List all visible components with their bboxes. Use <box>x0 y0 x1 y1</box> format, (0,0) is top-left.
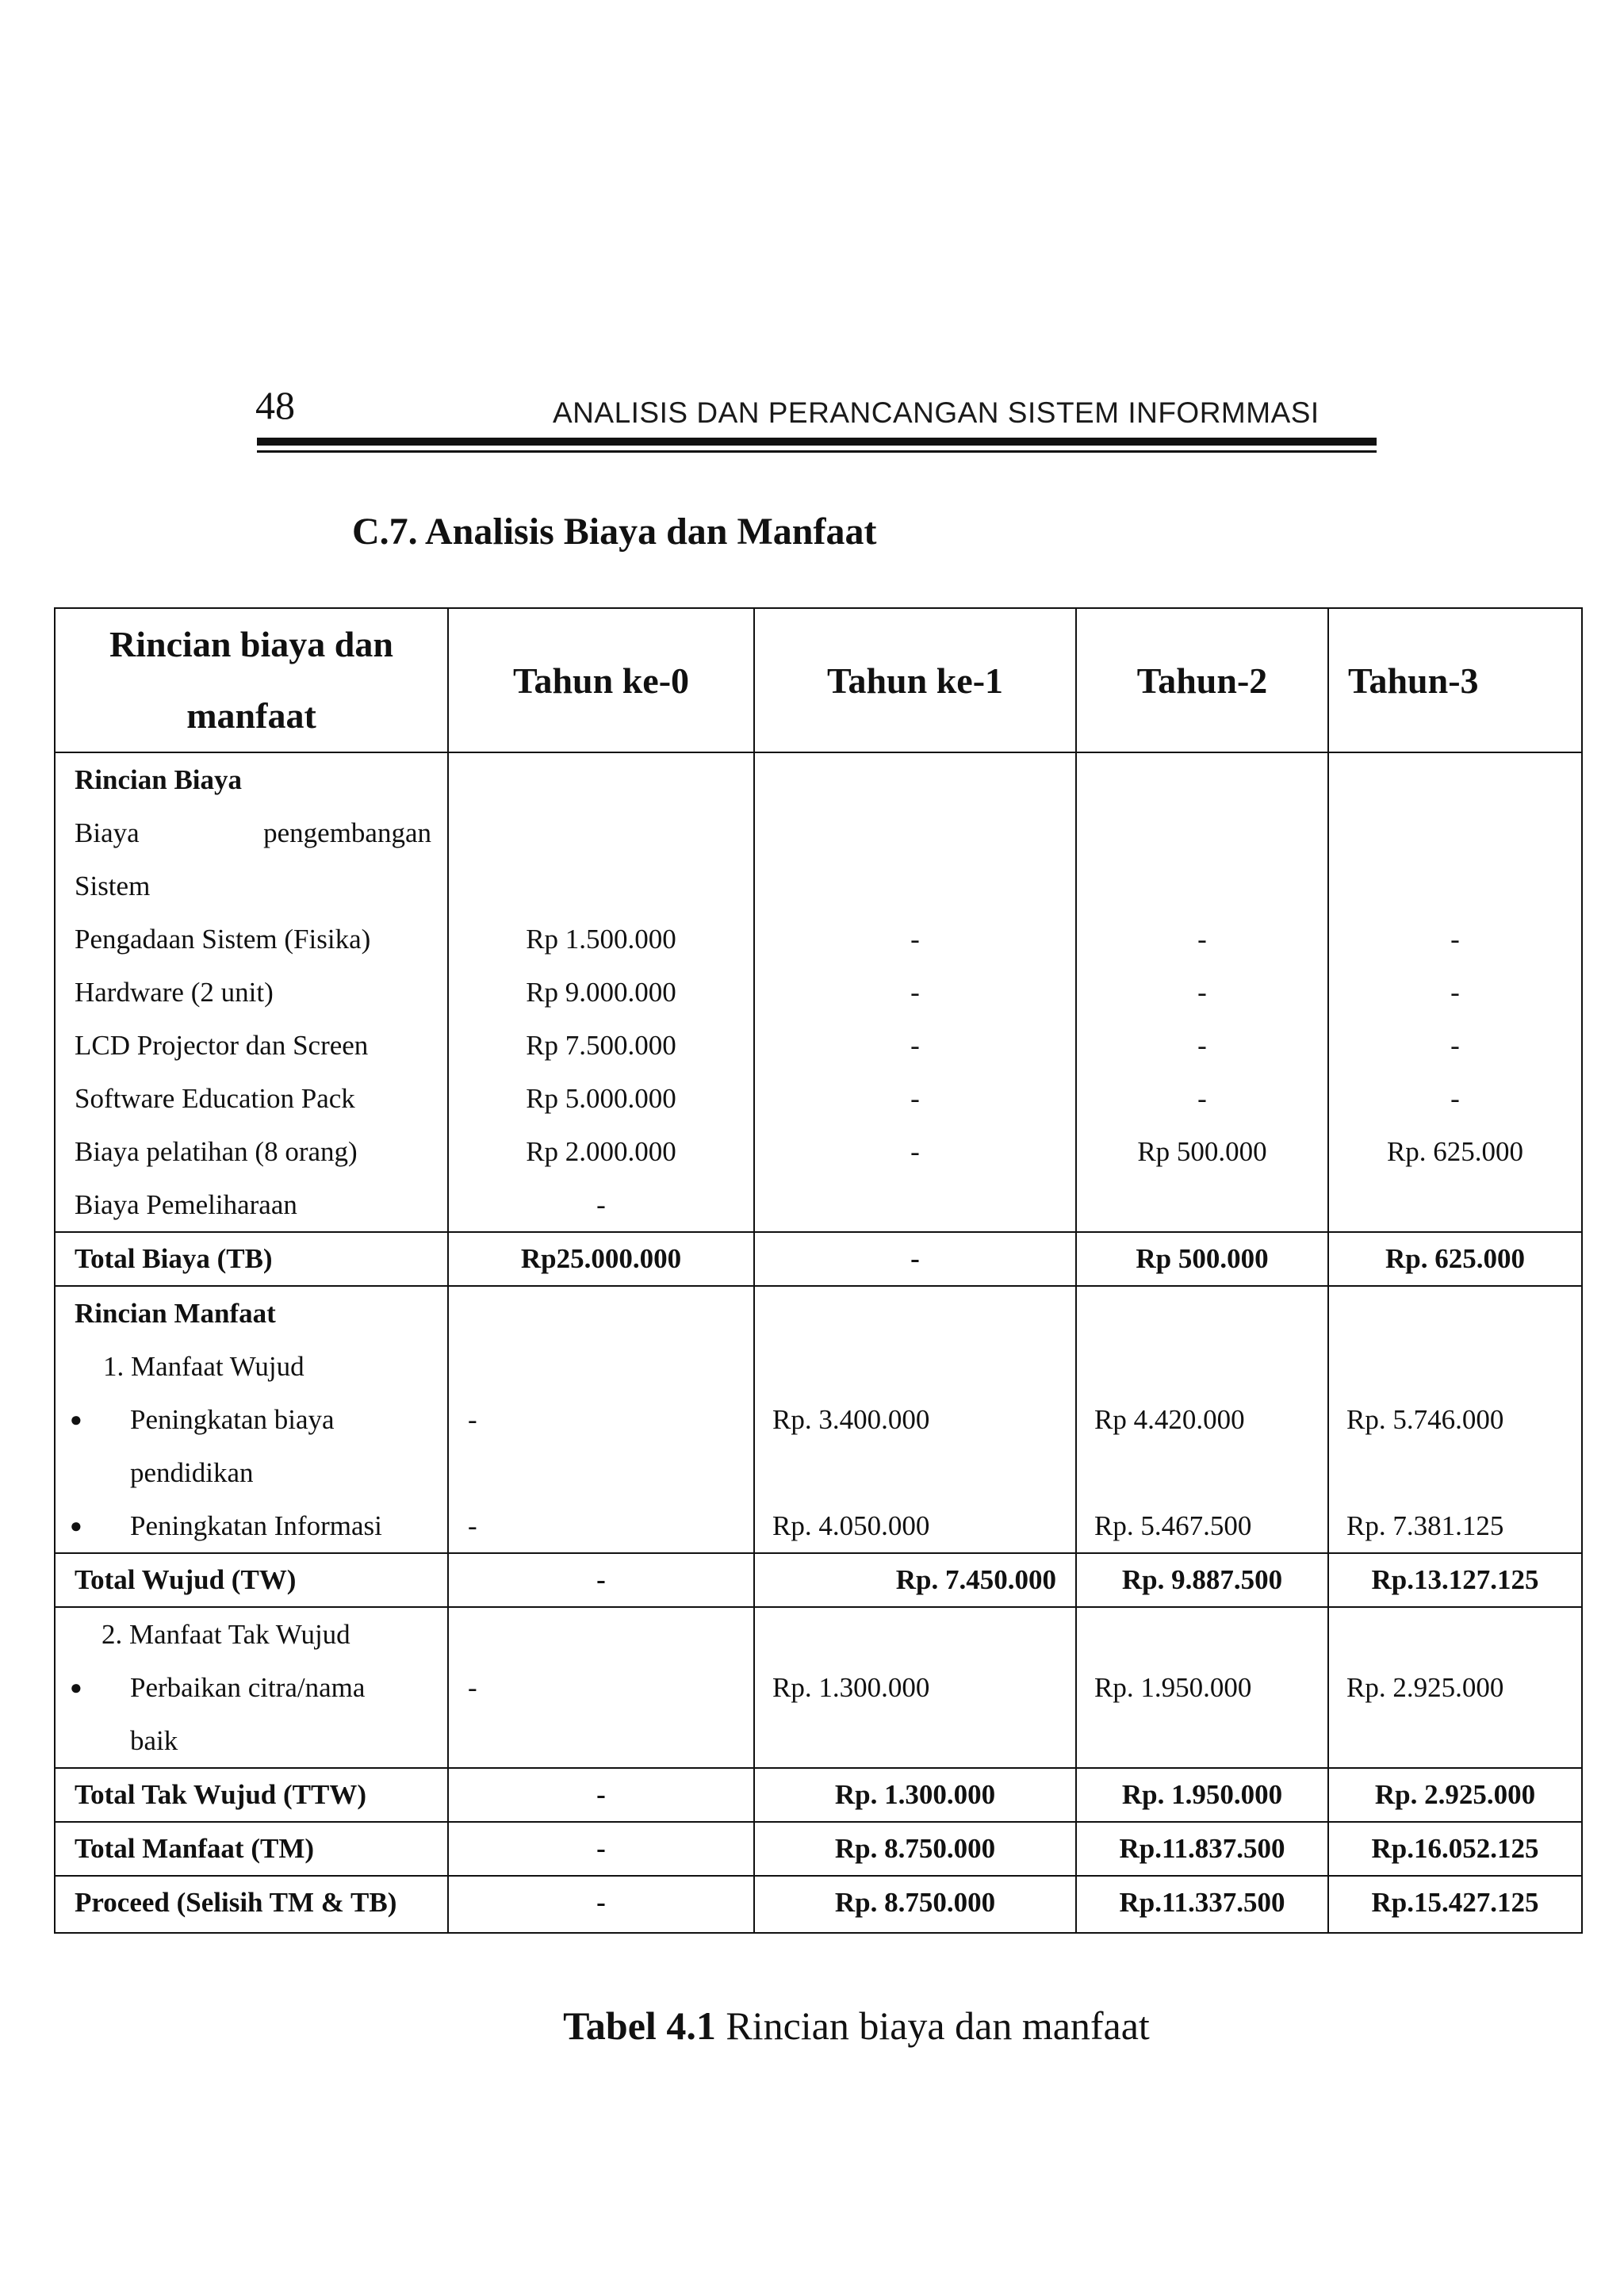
wujud-1-y3: Rp. 7.381.125 <box>1346 1510 1504 1541</box>
wujud-tahun-3 <box>1328 1286 1582 1553</box>
header-rule-thin <box>257 450 1377 453</box>
biaya-3-y2: - <box>1197 1083 1207 1114</box>
table-caption <box>0 2003 1624 2049</box>
total-wujud-row <box>55 1553 1582 1607</box>
biaya-4-y0: Rp 2.000.000 <box>526 1136 676 1167</box>
total-manfaat-y2: Rp.11.837.500 <box>1119 1833 1285 1864</box>
total-manfaat-y3: Rp.16.052.125 <box>1371 1833 1539 1864</box>
tak-wujud-item-0-label: Perbaikan citra/nama <box>130 1672 366 1703</box>
bullet-icon: ● <box>70 1408 82 1431</box>
biaya-label-5: Biaya Pemeliharaan <box>75 1189 297 1220</box>
section-title: C.7. Analisis Biaya dan Manfaat <box>352 511 877 553</box>
total-wujud-label: Total Wujud (TW) <box>75 1564 297 1595</box>
biaya-dev-word2: pengembangan <box>263 817 431 848</box>
total-wujud-y3: Rp.13.127.125 <box>1371 1564 1539 1595</box>
wujud-heading: 1. Manfaat Wujud <box>103 1351 304 1382</box>
total-tak-wujud-y2: Rp. 1.950.000 <box>1121 1779 1283 1810</box>
header-rule-thick <box>257 438 1377 446</box>
wujud-1-y1: Rp. 4.050.000 <box>772 1510 930 1541</box>
biaya-1-y3: - <box>1450 977 1460 1008</box>
wujud-0-y0: - <box>468 1404 477 1435</box>
biaya-heading: Rincian Biaya <box>75 764 243 795</box>
biaya-2-y0: Rp 7.500.000 <box>526 1030 676 1061</box>
proceed-y3: Rp.15.427.125 <box>1371 1887 1539 1918</box>
biaya-5-y1 <box>755 1178 1075 1231</box>
biaya-1-y1: - <box>910 977 920 1008</box>
bullet-icon: ● <box>70 1676 82 1699</box>
proceed-label: Proceed (Selisih TM & TB) <box>75 1887 397 1918</box>
caption-text: Rincian biaya dan manfaat <box>715 2003 1150 2048</box>
biaya-dev-line2: Sistem <box>75 871 151 901</box>
biaya-1-y2: - <box>1197 977 1207 1008</box>
biaya-label-0: Pengadaan Sistem (Fisika) <box>75 924 371 955</box>
wujud-labels <box>55 1286 448 1553</box>
tak-wujud-tahun-2 <box>1076 1607 1328 1768</box>
biaya-tahun-0 <box>448 752 754 1232</box>
total-manfaat-y1: Rp. 8.750.000 <box>834 1833 996 1864</box>
tak-wujud-tahun-1 <box>754 1607 1076 1768</box>
biaya-dev-word1: Biaya <box>75 817 140 848</box>
tak-wujud-0-y2: Rp. 1.950.000 <box>1094 1672 1252 1703</box>
wujud-item-0-label: Peningkatan biaya <box>130 1404 335 1435</box>
tak-wujud-0-y1: Rp. 1.300.000 <box>772 1672 930 1703</box>
total-tak-wujud-row <box>55 1768 1582 1822</box>
total-biaya-y0: Rp25.000.000 <box>520 1243 682 1274</box>
proceed-y1: Rp. 8.750.000 <box>834 1887 996 1918</box>
total-manfaat-label: Total Manfaat (TM) <box>75 1833 315 1864</box>
total-wujud-y0: - <box>596 1564 606 1595</box>
biaya-block <box>55 752 1582 1232</box>
biaya-3-y1: - <box>910 1083 920 1114</box>
biaya-dev-line <box>56 806 447 859</box>
biaya-tahun-2 <box>1076 752 1328 1232</box>
wujud-0-y2: Rp 4.420.000 <box>1094 1404 1245 1435</box>
total-tak-wujud-label: Total Tak Wujud (TTW) <box>75 1779 367 1810</box>
biaya-tahun-1 <box>754 752 1076 1232</box>
running-head: ANALISIS DAN PERANCANGAN SISTEM INFORMMASI <box>553 396 1320 429</box>
biaya-3-y0: Rp 5.000.000 <box>526 1083 676 1114</box>
tak-wujud-labels <box>55 1607 448 1768</box>
tak-wujud-0-y3: Rp. 2.925.000 <box>1346 1672 1504 1703</box>
total-tak-wujud-y0: - <box>596 1779 606 1810</box>
total-wujud-y1: Rp. 7.450.000 <box>895 1564 1056 1595</box>
biaya-2-y1: - <box>910 1030 920 1061</box>
total-biaya-row <box>55 1232 1582 1286</box>
biaya-5-y2 <box>1077 1178 1327 1231</box>
total-biaya-y3: Rp. 625.000 <box>1385 1243 1525 1274</box>
total-wujud-y2: Rp. 9.887.500 <box>1121 1564 1283 1595</box>
header-tahun-0: Tahun ke-0 <box>448 608 754 752</box>
total-biaya-y1: - <box>910 1243 920 1274</box>
table-header-row <box>55 608 1582 752</box>
tak-wujud-item-0 <box>56 1661 447 1714</box>
manfaat-wujud-block <box>55 1286 1582 1553</box>
proceed-y2: Rp.11.337.500 <box>1119 1887 1285 1918</box>
header-tahun-3: Tahun-3 <box>1328 608 1582 752</box>
total-manfaat-y0: - <box>596 1833 606 1864</box>
wujud-1-y2: Rp. 5.467.500 <box>1094 1510 1252 1541</box>
biaya-label-4: Biaya pelatihan (8 orang) <box>75 1136 358 1167</box>
total-tak-wujud-y1: Rp. 1.300.000 <box>834 1779 996 1810</box>
biaya-5-y3 <box>1329 1178 1581 1231</box>
biaya-0-y1: - <box>910 924 920 955</box>
wujud-0-y3: Rp. 5.746.000 <box>1346 1404 1504 1435</box>
biaya-0-y0: Rp 1.500.000 <box>526 924 676 955</box>
biaya-label-2: LCD Projector dan Screen <box>75 1030 369 1061</box>
proceed-y0: - <box>596 1887 606 1918</box>
header-rincian <box>55 608 448 752</box>
header-rincian-line1: Rincian biaya dan <box>109 624 393 664</box>
biaya-0-y3: - <box>1450 924 1460 955</box>
biaya-4-y3: Rp. 625.000 <box>1386 1136 1524 1167</box>
tak-wujud-0-y0: - <box>468 1672 477 1703</box>
biaya-4-y1: - <box>910 1136 920 1167</box>
wujud-0-y1: Rp. 3.400.000 <box>772 1404 930 1435</box>
tak-wujud-tahun-3 <box>1328 1607 1582 1768</box>
biaya-labels <box>55 752 448 1232</box>
wujud-item-0-cont: pendidikan <box>130 1457 254 1488</box>
biaya-0-y2: - <box>1197 924 1207 955</box>
header-tahun-1: Tahun ke-1 <box>754 608 1076 752</box>
page-number: 48 <box>255 383 295 427</box>
wujud-item-0 <box>56 1393 447 1446</box>
total-biaya-label: Total Biaya (TB) <box>75 1243 273 1274</box>
biaya-tahun-3 <box>1328 752 1582 1232</box>
wujud-item-1-label: Peningkatan Informasi <box>130 1510 382 1541</box>
proceed-row <box>55 1876 1582 1933</box>
biaya-4-y2: Rp 500.000 <box>1137 1136 1267 1167</box>
biaya-2-y2: - <box>1197 1030 1207 1061</box>
total-manfaat-row <box>55 1822 1582 1876</box>
bullet-icon: ● <box>70 1514 82 1537</box>
wujud-item-1 <box>56 1499 447 1552</box>
tak-wujud-item-0-cont: baik <box>130 1725 178 1756</box>
manfaat-heading: Rincian Manfaat <box>75 1298 276 1329</box>
wujud-tahun-1 <box>754 1286 1076 1553</box>
biaya-label-3: Software Education Pack <box>75 1083 355 1114</box>
tak-wujud-heading: 2. Manfaat Tak Wujud <box>102 1619 350 1650</box>
total-tak-wujud-y3: Rp. 2.925.000 <box>1374 1779 1536 1810</box>
header-tahun-2: Tahun-2 <box>1076 608 1328 752</box>
biaya-label-1: Hardware (2 unit) <box>75 977 274 1008</box>
header-rincian-line2: manfaat <box>186 695 316 736</box>
cost-benefit-table <box>54 607 1583 1934</box>
wujud-tahun-2 <box>1076 1286 1328 1553</box>
biaya-3-y3: - <box>1450 1083 1460 1114</box>
caption-label: Tabel 4.1 <box>563 2003 716 2048</box>
tak-wujud-tahun-0 <box>448 1607 754 1768</box>
wujud-tahun-0 <box>448 1286 754 1553</box>
manfaat-tak-wujud-block <box>55 1607 1582 1768</box>
total-biaya-y2: Rp 500.000 <box>1136 1243 1269 1274</box>
biaya-5-y0: - <box>596 1189 606 1220</box>
wujud-1-y0: - <box>468 1510 477 1541</box>
biaya-1-y0: Rp 9.000.000 <box>526 977 676 1008</box>
biaya-2-y3: - <box>1450 1030 1460 1061</box>
